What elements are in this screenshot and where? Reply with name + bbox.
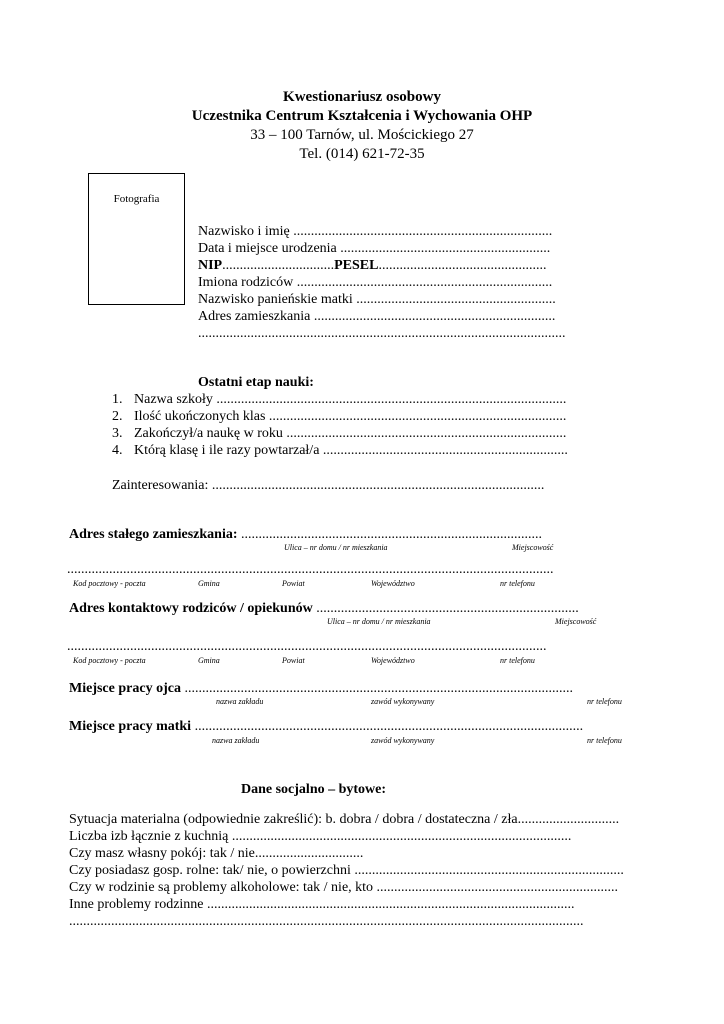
pesel-field[interactable]: ................................................	[378, 258, 547, 273]
social-heading: Dane socjalno – bytowe:	[241, 782, 387, 797]
family-problems-cont-field[interactable]: ...................................................................................................................................................	[69, 914, 584, 929]
permanent-address-line2-field[interactable]: ...........................................................................................................................................	[67, 562, 554, 577]
father-work-field[interactable]: ...............................................................................................................	[180, 681, 573, 696]
financial-situation-field[interactable]: Sytuacja materialna (odpowiednie zakreślić): b. dobra / dobra / dostateczna / zła.............................	[69, 812, 620, 827]
hint-occupation: zawód wykonywany	[371, 697, 435, 706]
parents-address-label: Adres kontaktowy rodziców / opiekunów	[69, 601, 313, 616]
farm-field[interactable]: Czy posiadasz gosp. rolne: tak/ nie, o powierzchni .............................................................................	[69, 863, 624, 878]
mother-work-row[interactable]	[69, 719, 583, 735]
hint-city: Miejscowość	[512, 543, 554, 552]
hint-phone: nr telefonu	[587, 736, 622, 745]
alcohol-problems-field[interactable]: Czy w rodzinie są problemy alkoholowe: tak / nie, kto .....................................................................	[69, 880, 619, 895]
finish-year-field[interactable]: Zakończył/a naukę w roku ................................................................................	[134, 426, 567, 441]
form-title: Kwestionariusz osobowy	[283, 89, 441, 105]
institution-address: 33 – 100 Tarnów, ul. Mościckiego 27	[250, 127, 474, 143]
classes-completed-field[interactable]: Ilość ukończonych klas .....................................................................................	[134, 409, 567, 424]
home-address-field[interactable]: Adres zamieszkania .....................................................................	[198, 309, 556, 324]
hint-postcode: Kod pocztowy - poczta	[73, 579, 146, 588]
education-item[interactable]	[112, 426, 566, 442]
hint-city: Miejscowość	[555, 617, 597, 626]
school-name-field[interactable]: Nazwa szkoły ....................................................................................................	[134, 392, 567, 407]
birth-field[interactable]: Data i miejsce urodzenia ............................................................	[198, 241, 551, 256]
education-item[interactable]	[112, 443, 568, 459]
parents-names-field[interactable]: Imiona rodziców .........................................................................	[198, 275, 553, 290]
mother-work-field[interactable]: ...............................................................................................................	[191, 719, 584, 734]
father-work-label: Miejsce pracy ojca	[69, 681, 181, 696]
hint-workplace: nazwa zakładu	[212, 736, 260, 745]
parents-address-line2-field[interactable]: .........................................................................................................................................	[67, 639, 547, 654]
institution-phone: Tel. (014) 621-72-35	[299, 146, 425, 162]
rooms-count-field[interactable]: Liczba izb łącznie z kuchnią .................................................................................................	[69, 829, 572, 844]
education-item[interactable]	[112, 409, 566, 425]
hint-phone: nr telefonu	[500, 656, 535, 665]
hint-phone: nr telefonu	[587, 697, 622, 706]
name-field[interactable]: Nazwisko i imię ..........................................................................	[198, 224, 553, 239]
nip-field[interactable]: ................................	[222, 258, 335, 273]
item-number: 2.	[112, 409, 123, 424]
institution-name: Uczestnika Centrum Kształcenia i Wychowania OHP	[191, 108, 533, 124]
father-work-row[interactable]	[69, 681, 573, 697]
item-number: 4.	[112, 443, 123, 458]
family-problems-field[interactable]: Inne problemy rodzinne .........................................................................................................	[69, 897, 575, 912]
home-address-cont-field[interactable]: .........................................................................................................	[198, 326, 566, 341]
permanent-address-row[interactable]	[69, 527, 542, 543]
hint-workplace: nazwa zakładu	[216, 697, 264, 706]
mother-work-label: Miejsce pracy matki	[69, 719, 192, 734]
mother-maiden-name-field[interactable]: Nazwisko panieńskie matki .........................................................	[198, 292, 556, 307]
hint-district: Powiat	[282, 656, 305, 665]
parents-address-field[interactable]: ...........................................................................	[312, 601, 579, 616]
education-heading: Ostatni etap nauki:	[198, 375, 314, 390]
interests-field[interactable]: Zainteresowania: ...............................................................................................	[112, 478, 545, 493]
item-number: 3.	[112, 426, 123, 441]
education-item[interactable]	[112, 392, 566, 408]
photo-label: Fotografia	[113, 193, 160, 205]
nip-label: NIP	[198, 258, 223, 273]
hint-street: Ulica – nr domu / nr mieszkania	[284, 543, 388, 552]
permanent-address-label: Adres stałego zamieszkania:	[69, 527, 238, 542]
item-number: 1.	[112, 392, 123, 407]
hint-street: Ulica – nr domu / nr mieszkania	[327, 617, 431, 626]
nip-pesel-row	[198, 258, 546, 274]
photo-box[interactable]	[88, 173, 185, 305]
repeated-class-field[interactable]: Którą klasę i ile razy powtarzał/a ......................................................................	[134, 443, 568, 458]
permanent-address-field[interactable]: ......................................................................................	[237, 527, 542, 542]
hint-occupation: zawód wykonywany	[371, 736, 435, 745]
hint-phone: nr telefonu	[500, 579, 535, 588]
parents-address-row[interactable]	[69, 601, 579, 617]
hint-commune: Gmina	[198, 579, 220, 588]
hint-postcode: Kod pocztowy - poczta	[73, 656, 146, 665]
hint-voivodeship: Województwo	[371, 656, 415, 665]
pesel-label: PESEL	[334, 258, 379, 273]
hint-district: Powiat	[282, 579, 305, 588]
hint-voivodeship: Województwo	[371, 579, 415, 588]
own-room-field[interactable]: Czy masz własny pokój: tak / nie...............................	[69, 846, 364, 861]
hint-commune: Gmina	[198, 656, 220, 665]
